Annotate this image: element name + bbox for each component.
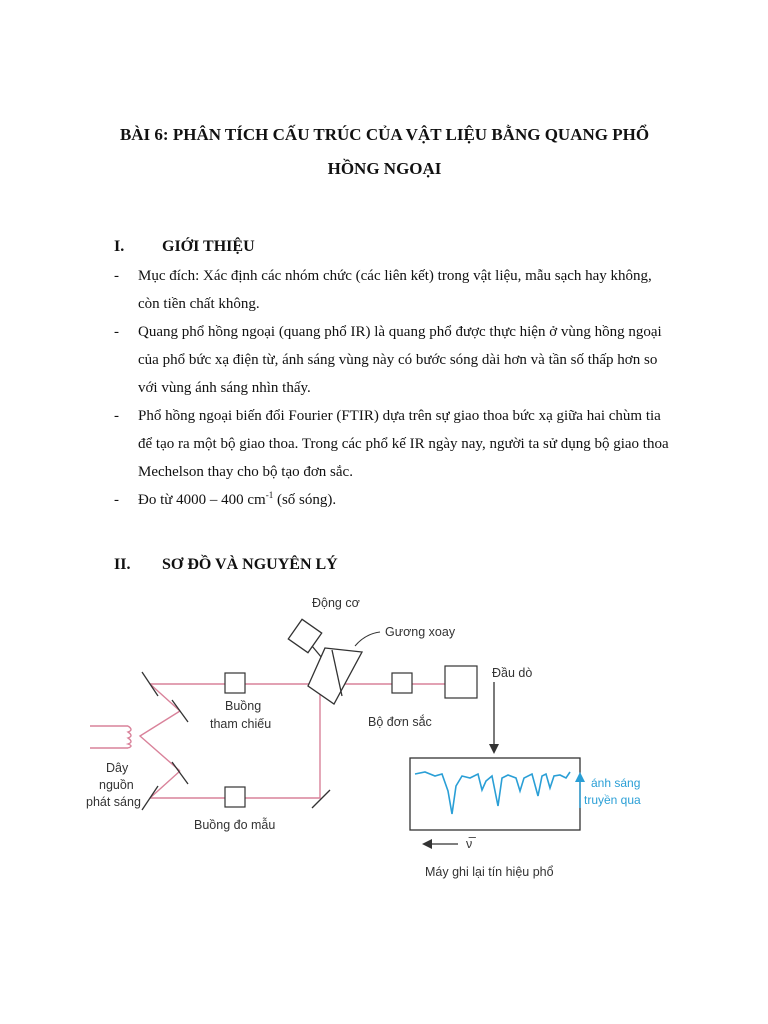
detector-box bbox=[445, 666, 477, 698]
arrow-head-icon bbox=[489, 744, 499, 754]
label-rotating-mirror: Gương xoay bbox=[385, 625, 456, 639]
label-motor: Động cơ bbox=[312, 596, 360, 610]
monochromator-box bbox=[392, 673, 412, 693]
bullet-dash: - bbox=[114, 268, 119, 284]
label-sample-chamber: Buồng đo mẫu bbox=[194, 818, 276, 832]
label-transmitted-2: truyền qua bbox=[584, 793, 641, 807]
arrow-left-icon bbox=[422, 839, 432, 849]
section-title: SƠ ĐỒ VÀ NGUYÊN LÝ bbox=[162, 556, 338, 573]
list-item: - Mục đích: Xác định các nhóm chức (các liên kết) trong vật liệu, mẫu sạch hay không, còn tiền chất không. bbox=[114, 262, 674, 318]
label-detector: Đầu dò bbox=[492, 666, 533, 680]
reference-chamber-box bbox=[225, 673, 245, 693]
page-title: BÀI 6: PHÂN TÍCH CẤU TRÚC CỦA VẬT LIỆU BẰNG QUANG PHỔ HỒNG NGOẠI bbox=[119, 125, 650, 178]
mirror-bottom-corner bbox=[312, 790, 330, 808]
ir-spectrometer-diagram bbox=[80, 586, 680, 896]
label-transmitted-1: ánh sáng bbox=[591, 776, 641, 790]
label-source-1: Dây bbox=[106, 761, 129, 775]
label-source-2: nguồn bbox=[99, 778, 134, 792]
beam-source bbox=[140, 711, 180, 771]
label-reference-2: tham chiếu bbox=[210, 717, 272, 731]
bullet-dash: - bbox=[114, 492, 119, 508]
rotating-mirror-icon bbox=[308, 648, 362, 704]
list-item: - Phổ hồng ngoại biến đổi Fourier (FTIR) dựa trên sự giao thoa bức xạ giữa hai chùm tia để tạo ra một bộ giao thoa. Trong các phổ kế IR ngày nay, người ta sử dụng bộ giao thoa Mechelson thay cho bộ tạo đơn sắc. bbox=[114, 402, 674, 486]
intro-bullet-list bbox=[114, 262, 674, 514]
list-item: - Đo từ 4000 – 400 $cm^{-1}$ (số sóng). bbox=[114, 486, 674, 514]
beam-source-reflect bbox=[150, 684, 180, 798]
leader-line bbox=[355, 632, 380, 646]
bullet-dash: - bbox=[114, 408, 119, 424]
label-recorder: Máy ghi lại tín hiệu phổ bbox=[425, 865, 554, 879]
label-source-3: phát sáng bbox=[86, 795, 141, 809]
label-wavenumber: ν̅ bbox=[466, 837, 473, 851]
mirror-top-right bbox=[172, 700, 188, 722]
source-coil bbox=[90, 726, 131, 748]
label-reference-1: Buồng bbox=[225, 699, 262, 713]
section-number: II. bbox=[114, 556, 131, 573]
motor-icon bbox=[288, 619, 322, 658]
section-heading-intro bbox=[114, 238, 255, 256]
bullet-dash: - bbox=[114, 324, 119, 340]
list-item: - Quang phổ hồng ngoại (quang phổ IR) là quang phổ được thực hiện ở vùng hồng ngoại của phổ bức xạ điện từ, ánh sáng vùng này có bước sóng dài hơn và tần số thấp hơn so với vùng ánh sáng nhìn thấy. bbox=[114, 318, 674, 402]
mirror-bottom-right bbox=[172, 762, 188, 784]
label-monochromator: Bộ đơn sắc bbox=[368, 715, 432, 729]
sample-chamber-box bbox=[225, 787, 245, 807]
section-heading-diagram bbox=[114, 556, 338, 574]
section-number: I. bbox=[114, 238, 125, 255]
section-title: GIỚI THIỆU bbox=[162, 238, 255, 255]
